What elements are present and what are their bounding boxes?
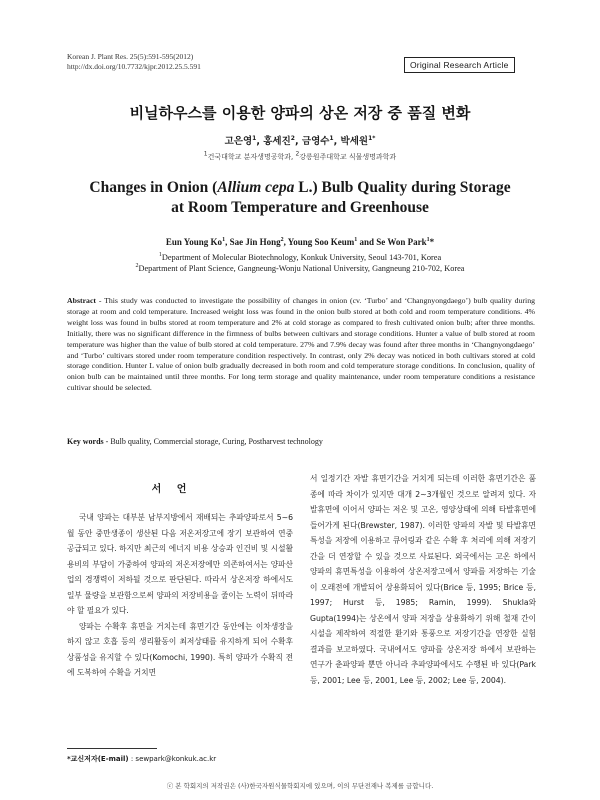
- paragraph: 양파는 수확후 휴면을 거치는데 휴면기간 동안에는 이차생장을 하지 않고 호흡 등의 생리활동이 최저상태를 유지하게 되어 수확후 상품성을 유지할 수 있다(Komochi, 1990). 특히 양파가 수확직 전에 도복하여 수확을 거치면: [67, 621, 293, 677]
- author-name: Young Soo Keum: [287, 237, 355, 247]
- affiliation-2: Department of Plant Science, Gangneung-Wonju National University, Gangneung 210-702, Korea: [138, 264, 465, 273]
- author-marker: 1: [426, 237, 430, 243]
- keywords-label: Key words: [67, 437, 104, 446]
- title-text: at Room Temperature and Greenhouse: [171, 199, 429, 216]
- author-marker: 2: [290, 134, 295, 142]
- title-text: Changes in Onion (: [89, 179, 218, 196]
- english-authors: [0, 237, 600, 247]
- author-name: 홍세진: [263, 136, 291, 147]
- author-marker: 1: [222, 237, 226, 243]
- right-column: [310, 471, 536, 688]
- author-marker: 1*: [368, 134, 376, 142]
- footnote-rule: [67, 748, 157, 749]
- aff-marker: 1: [158, 252, 162, 259]
- author-name: 고은영: [224, 136, 253, 147]
- doi-link[interactable]: http://dx.doi.org/10.7732/kjpr.2012.25.5.591: [67, 62, 201, 71]
- abstract: [67, 296, 535, 394]
- copyright-notice: ⓒ 본 학회지의 저작권은 (사)한국자원식물학회지에 있으며, 이의 무단전재나 복제를 금합니다.: [166, 782, 434, 790]
- author-separator: *: [429, 237, 435, 247]
- journal-citation: Korean J. Plant Res. 25(5):591-595(2012): [67, 52, 194, 61]
- affiliation-text: 건국대학교 분자생명공학과,: [207, 153, 296, 161]
- author-separator: ,: [294, 136, 302, 147]
- species-name: Allium cepa: [217, 179, 295, 196]
- keywords: [67, 437, 535, 446]
- english-affiliations: [0, 252, 600, 274]
- affiliation-1: Department of Molecular Biotechnology, Konkuk University, Seoul 143-701, Korea: [161, 253, 442, 262]
- korean-affiliation: [0, 152, 600, 162]
- author-separator: ,: [256, 136, 264, 147]
- author-name: Sae Jin Hong: [229, 237, 281, 247]
- abstract-text: - This study was conducted to investigate the possibility of changes in onion (cv. ‘Turbo’ and ‘Changnyongdaego’) bulb quality during storage at room and cold temperature. Increased weight loss was found in the onion bulb stored at both cold and room temperature conditions. 4% weight loss was found in bulbs stored at room temperature and 2% at cold storage as compared to fresh cultivated onion bulb; after three months. Initially, there was no significant difference in the firmness of bulbs between cultivars and storage conditions. Hunter a value of bulb stored at room temperature was higher than the value of bulb stored at cold temperature. 27% and 7.9% decay was found after three months in ‘Changnyongdaego’ and ‘Turbo’ cultivars stored under room temperature condition respectively. In contrast, only 2% decay was noticed in both cultivars stored at cold storage condition. Hunter L value of onion bulb gradually decreased in both room and cold temperature storage conditions. In conclusion, quality of onion bulb can be maintained until three months. For long term storage and quality maintenance, under room temperature conditions a resistance cultivar should be selected.: [67, 296, 535, 393]
- left-column: [67, 510, 293, 681]
- keywords-text: - Bulb quality, Commercial storage, Curing, Postharvest technology: [103, 437, 323, 446]
- author-separator: ,: [225, 237, 230, 247]
- author-name: Eun Young Ko: [165, 237, 223, 247]
- author-marker: 1: [329, 134, 334, 142]
- footnote-label: *교신저자(E-mail): [67, 755, 129, 763]
- aff-marker: 2: [135, 263, 139, 270]
- article-type-badge: Original Research Article: [404, 57, 515, 73]
- paragraph: 서 일정기간 자발 휴면기간을 거치게 되는데 이러한 휴면기간은 품종에 따라 차이가 있지만 대개 2∼3개월인 것으로 알려져 있다. 자발휴면에 이어서 양파는 저온 및 고온, 영양상태에 의해 타발휴면에 들어가게 된다(Brewster, 1987). 이러한 양파의 자발 및 타발휴면 특성을 저장에 이용하고 큐어링과 같은 수확 후 처리에 의해 저장기간을 더 연장할 수 있을 것으로 사료된다. 외국에서는 고온 하에서 양파의 휴면특성을 이용하여 상온저장고에서 양파를 저장하는 기술이 오래전에 개발되어 상용화되어 있다(Brice 등, 1995; Brice 등, 1997; Hurst 등, 1985; Ramin, 1999). Shukla와 Gupta(1994)는 상온에서 양파 저장을 상용화하기 위해 철재 간이 시설을 제작하여 적절한 환기와 통풍으로 저장기간을 연장한 실험 결과를 보고하였다. 국내에서도 양파를 상온저장 하에서 보관하는 연구가 춘파양파 뿐만 아니라 추파양파에서도 수행된 바 있다(Park 등, 2001; Lee 등, 2001, Lee 등, 2002; Lee 등, 2004).: [310, 474, 536, 685]
- author-name: 금영수: [301, 136, 330, 147]
- footnote-email[interactable]: : sewpark@konkuk.ac.kr: [128, 755, 217, 763]
- author-separator: ,: [333, 136, 341, 147]
- author-name: 박세원: [340, 136, 369, 147]
- aff-marker: 2: [295, 150, 300, 158]
- affiliation-text: 강릉원주대학교 식물생명과학과: [299, 153, 397, 161]
- corresponding-author-note: [67, 754, 297, 764]
- korean-title: 비닐하우스를 이용한 양파의 상온 저장 중 품질 변화: [129, 104, 471, 122]
- author-name: Se Won Park: [376, 237, 427, 247]
- korean-authors: [0, 133, 600, 147]
- paragraph: 국내 양파는 대부분 남부지방에서 재배되는 추파양파로서 5∼6월 동안 중만생종이 생산된 다음 저온저장고에 장기 보관하여 연중 공급되고 있다. 하지만 최근의 에너지 비용 상승과 인건비 및 시설활용비의 부담이 가중하여 양파의 저온저장에만 의존하여서는 양파산업의 경쟁력이 저하될 것으로 판단된다. 따라서 상온저장 하에서도 일부 물량을 보관함으로써 양파의 저장비용을 줄이는 노력이 뒤따라야 할 필요가 있다.: [67, 513, 293, 615]
- author-marker: 1: [354, 237, 358, 243]
- author-marker: 1: [252, 134, 257, 142]
- english-title: [0, 178, 600, 218]
- section-title: 서 언: [151, 484, 193, 495]
- aff-marker: 1: [203, 150, 208, 158]
- title-text: L.) Bulb Quality during Storage: [294, 179, 511, 196]
- author-marker: 2: [280, 237, 284, 243]
- author-separator: and: [357, 237, 377, 247]
- author-separator: ,: [283, 237, 288, 247]
- abstract-label: Abstract: [67, 296, 97, 305]
